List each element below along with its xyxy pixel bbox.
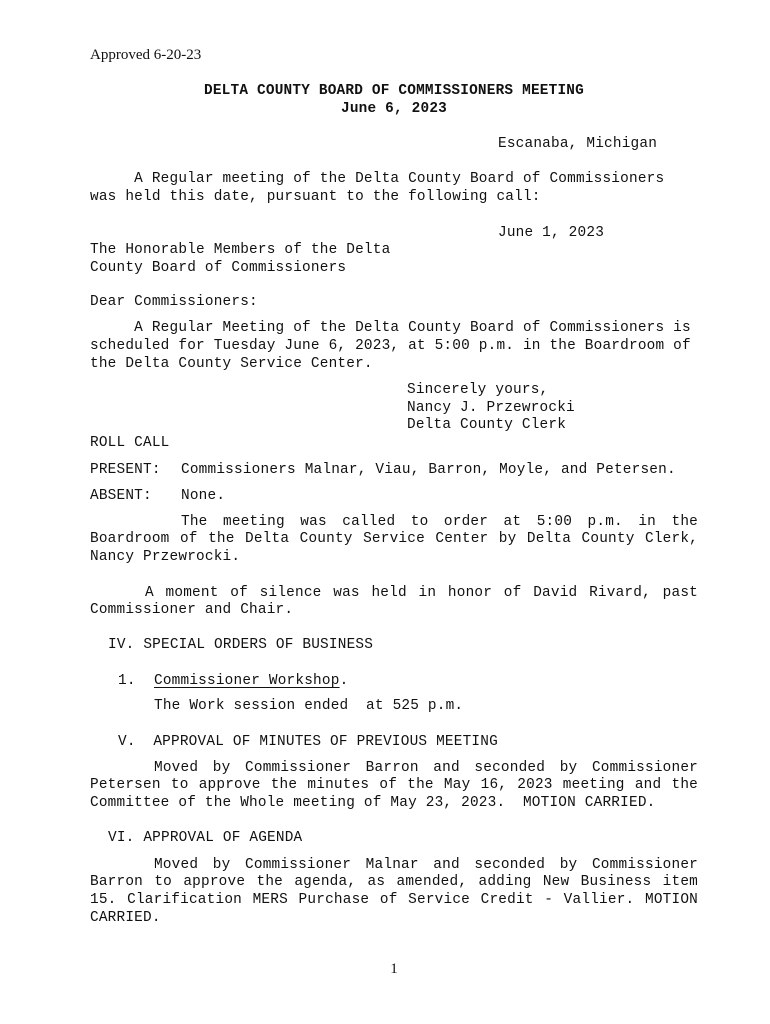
letter-line-3: the Delta County Service Center. [90, 356, 373, 372]
section-vi-heading: VI. APPROVAL OF AGENDA [108, 830, 303, 846]
addressee-line-1: The Honorable Members of the Delta [90, 242, 391, 258]
section-v-line-3: Committee of the Whole meeting of May 23, 2023. MOTION CARRIED. [90, 795, 656, 811]
section-vi-line-2: Barron to approve the agenda, as amended, adding New Business item [90, 874, 698, 890]
meeting-location: Escanaba, Michigan [498, 136, 658, 152]
section-iv-item-text: The Work session ended at 525 p.m. [154, 698, 464, 714]
intro-line-1: A Regular meeting of the Delta County Board of Commissioners [90, 171, 665, 187]
section-iv-item [154, 673, 348, 691]
section-iv-heading: IV. SPECIAL ORDERS OF BUSINESS [108, 637, 374, 653]
salutation: Dear Commissioners: [90, 294, 258, 310]
meeting-date: June 6, 2023 [340, 101, 448, 117]
signature-name: Nancy J. Przewrocki [407, 400, 575, 416]
intro-line-2: was held this date, pursuant to the following call: [90, 189, 541, 205]
call-date: June 1, 2023 [498, 225, 605, 241]
section-v-line-2: Petersen to approve the minutes of the May 16, 2023 meeting and the [90, 777, 698, 793]
section-iv-item-number: 1. [118, 673, 136, 689]
call-to-order-line-2: Boardroom of the Delta County Service Center by Delta County Clerk, [90, 531, 698, 547]
section-vi-line-1: Moved by Commissioner Malnar and seconded by Commissioner [154, 857, 698, 873]
present-value: Commissioners Malnar, Viau, Barron, Moyle, and Petersen. [181, 462, 676, 478]
signature-closing: Sincerely yours, [407, 382, 549, 398]
section-v-line-1: Moved by Commissioner Barron and seconded by Commissioner [154, 760, 698, 776]
silence-line-1: A moment of silence was held in honor of David Rivard, past [145, 585, 698, 601]
section-v-heading: V. APPROVAL OF MINUTES OF PREVIOUS MEETING [118, 734, 498, 750]
absent-label: ABSENT: [90, 488, 152, 504]
absent-value: None. [181, 488, 226, 504]
item-punctuation: . [339, 673, 349, 689]
section-vi-line-3: 15. Clarification MERS Purchase of Service Credit - Vallier. MOTION [90, 892, 698, 908]
silence-line-2: Commissioner and Chair. [90, 602, 294, 618]
letter-line-2: scheduled for Tuesday June 6, 2023, at 5:00 p.m. in the Boardroom of [90, 338, 691, 354]
approval-note: Approved 6-20-23 [90, 47, 202, 63]
call-to-order-line-3: Nancy Przewrocki. [90, 549, 241, 565]
roll-call-heading: ROLL CALL [90, 435, 170, 451]
document-title: DELTA COUNTY BOARD OF COMMISSIONERS MEETING [204, 83, 584, 99]
present-label: PRESENT: [90, 462, 161, 478]
addressee-line-2: County Board of Commissioners [90, 260, 347, 276]
call-to-order-line-1: The meeting was called to order at 5:00 p.m. in the [181, 514, 698, 530]
section-vi-line-4: CARRIED. [90, 910, 161, 926]
commissioner-workshop-title: Commissioner Workshop [154, 673, 340, 689]
letter-line-1: A Regular Meeting of the Delta County Board of Commissioners is [90, 320, 691, 336]
signature-title: Delta County Clerk [407, 417, 567, 433]
page-number: 1 [390, 961, 398, 977]
